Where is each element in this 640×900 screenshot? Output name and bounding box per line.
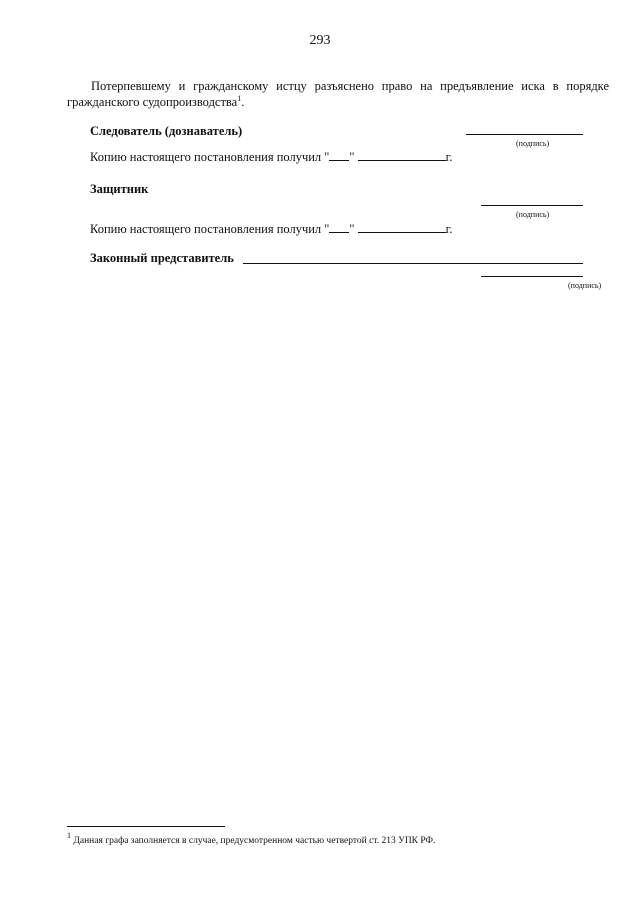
- month-year-blank[interactable]: [358, 222, 446, 233]
- legal-representative-signature-caption: (подпись): [568, 281, 602, 290]
- legal-representative-name-line[interactable]: [243, 263, 583, 264]
- paragraph-text: Потерпевшему и гражданскому истцу разъяснено право на предъявление иска в порядке гражданского судопроизводства: [67, 79, 609, 109]
- paragraph-end: .: [241, 95, 245, 109]
- copy-received-text: Копию настоящего постановления получил ": [90, 150, 330, 164]
- month-year-blank[interactable]: [358, 150, 446, 161]
- legal-representative-label: Законный представитель: [90, 251, 234, 265]
- investigator-signature-line[interactable]: [466, 134, 583, 135]
- defender-signature-caption: (подпись): [516, 210, 550, 219]
- rights-paragraph: [67, 78, 609, 110]
- copy-received-line-2: [90, 222, 452, 237]
- footnote-mark: 1: [67, 831, 71, 840]
- footnote-separator: [67, 826, 225, 827]
- investigator-signature-caption: (подпись): [516, 139, 550, 148]
- year-suffix: г.: [445, 150, 453, 164]
- footnote-reference: 1: [237, 94, 242, 103]
- quote-close: ": [349, 222, 355, 236]
- copy-received-line-1: [90, 150, 452, 165]
- defender-signature-line[interactable]: [481, 205, 583, 206]
- copy-received-text: Копию настоящего постановления получил ": [90, 222, 330, 236]
- footnote: [67, 831, 436, 846]
- quote-close: ": [349, 150, 355, 164]
- year-suffix: г.: [445, 222, 453, 236]
- day-blank[interactable]: [329, 150, 349, 161]
- footnote-text: Данная графа заполняется в случае, предусмотренном частью четвертой ст. 213 УПК РФ.: [73, 836, 436, 846]
- day-blank[interactable]: [329, 222, 349, 233]
- defender-label: Защитник: [90, 182, 149, 196]
- page-number: 293: [309, 33, 331, 48]
- investigator-label: Следователь (дознаватель): [90, 124, 243, 138]
- legal-representative-signature-line[interactable]: [481, 276, 583, 277]
